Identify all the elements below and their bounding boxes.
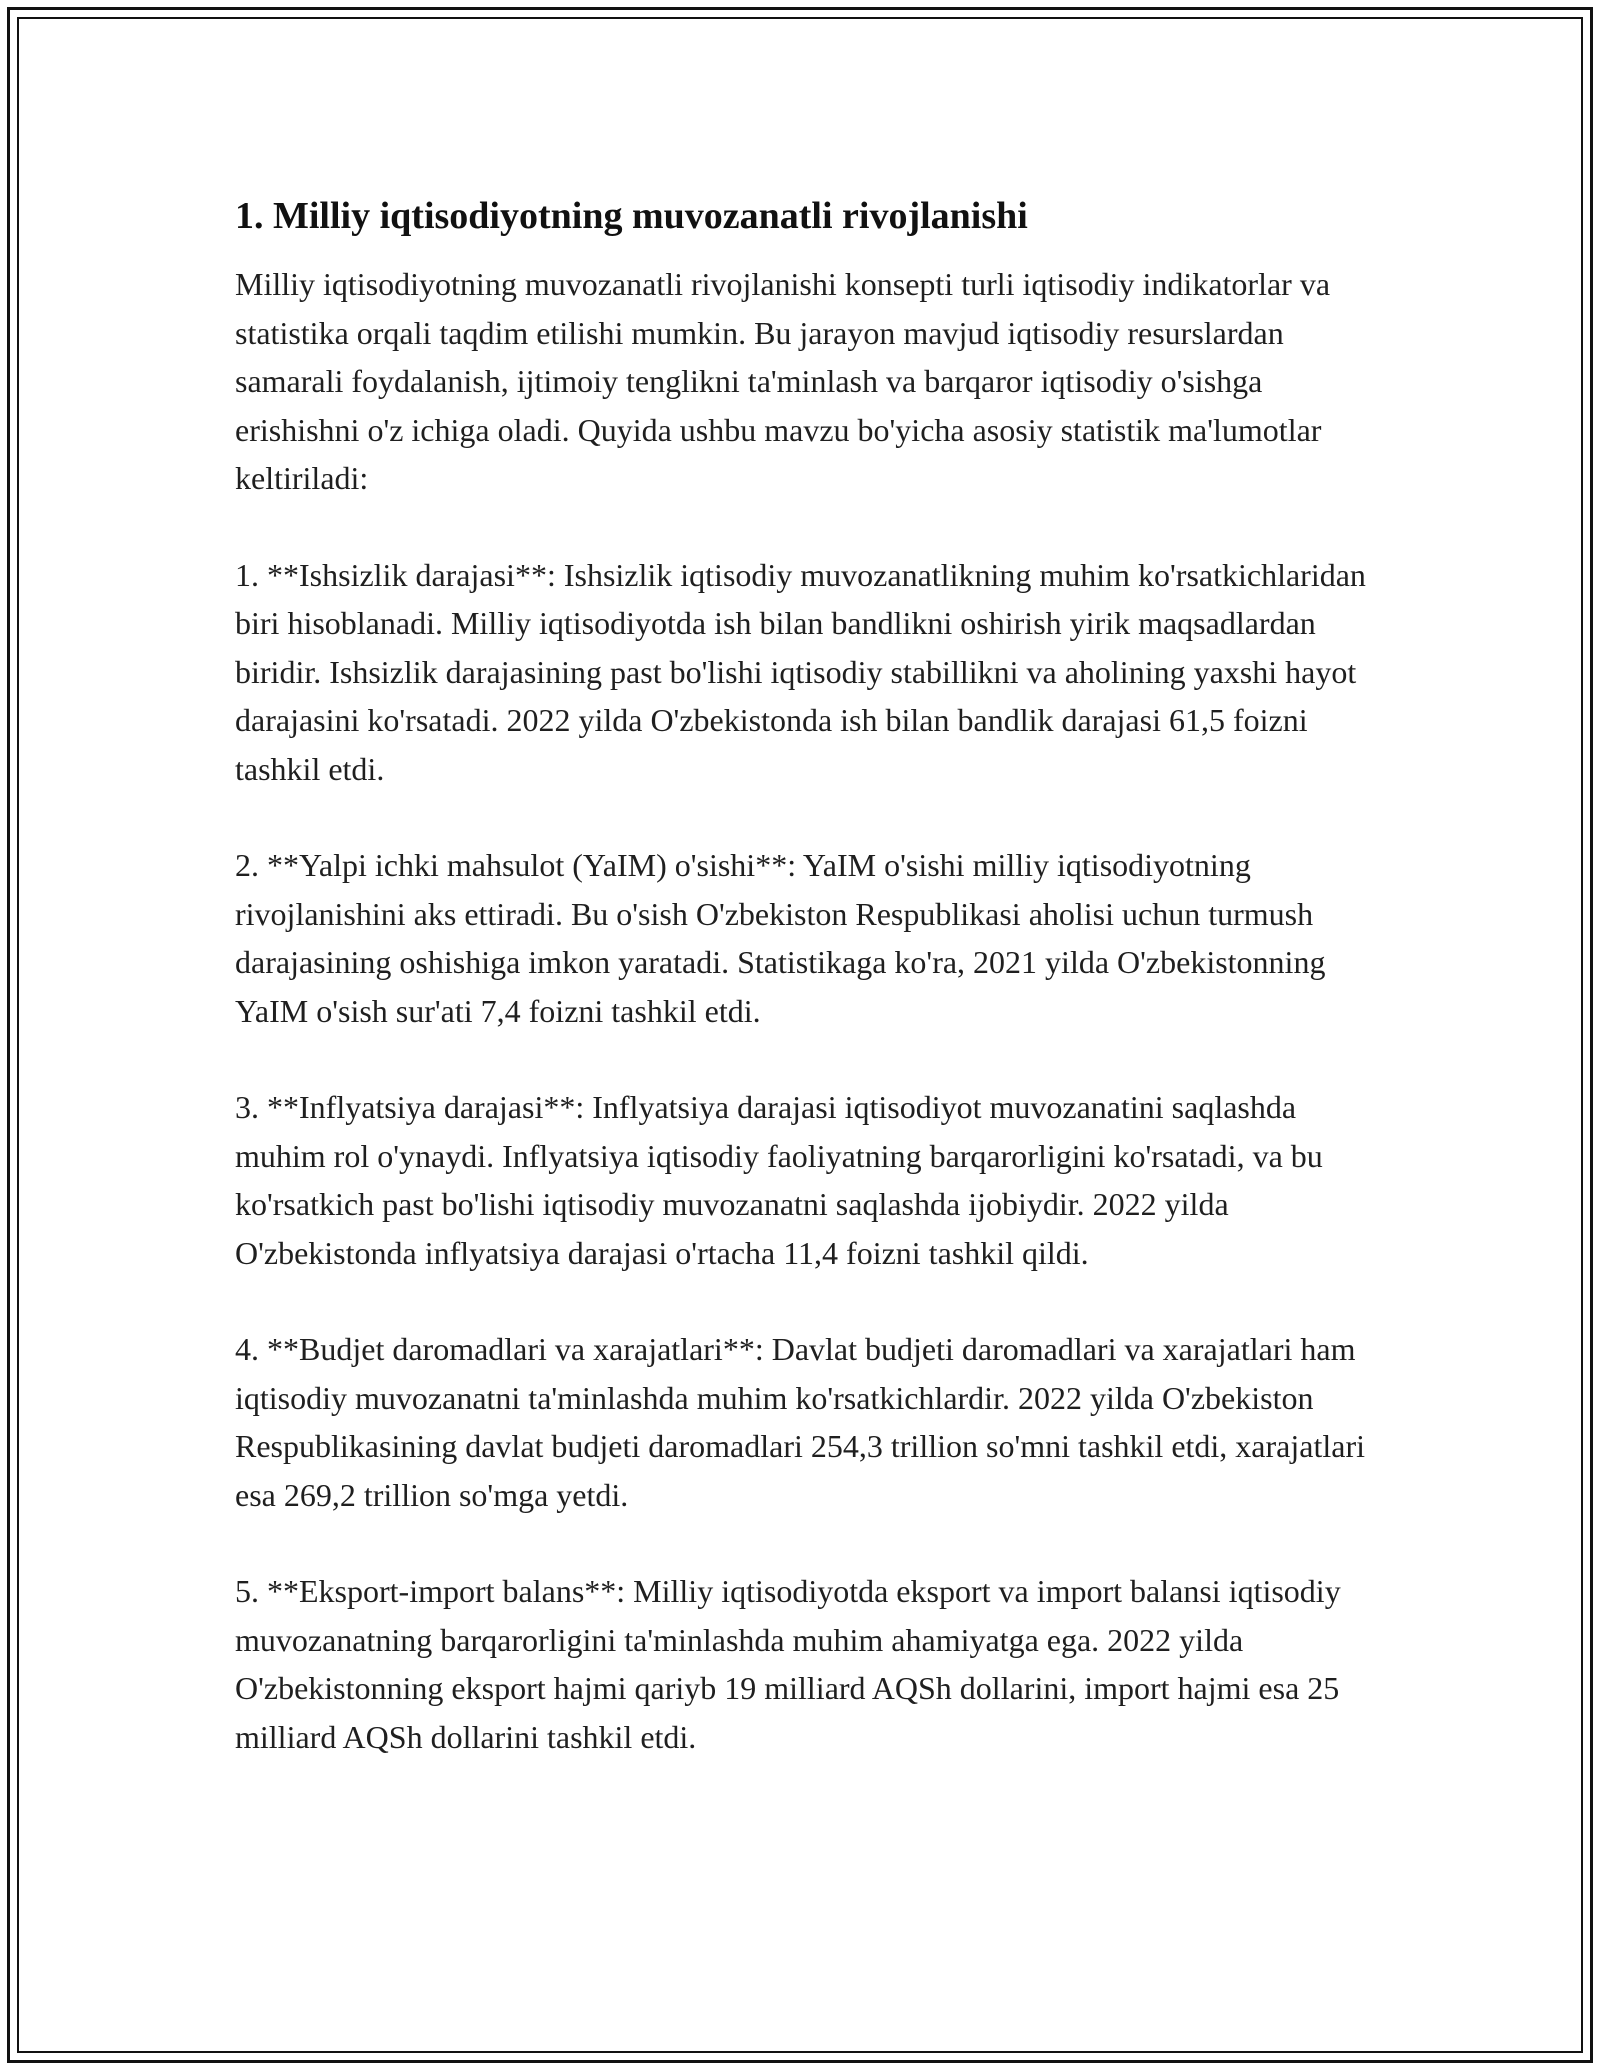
paragraph-gdp-growth: 2. **Yalpi ichki mahsulot (YaIM) o'sishi**: YaIM o'sishi milliy iqtisodiyotning rivojlanishini aks ettiradi. Bu o'sish O'zbekiston Respublikasi aholisi uchun turmush darajasining oshishiga imkon yaratadi. Statistikaga ko'ra, 2021 yilda O'zbekistonning YaIM o'sish sur'ati 7,4 foizni tashkil etdi. xyxy=(235,847,1326,1029)
paragraph-export-import: 5. **Eksport-import balans**: Milliy iqtisodiyotda eksport va import balansi iqtisodiy muvozanatning barqarorligini ta'minlashda muhim ahamiyatga ega. 2022 yilda O'zbekistonning eksport hajmi qariyb 19 milliard AQSh dollarini, import hajmi esa 25 milliard AQSh dollarini tashkil etdi. xyxy=(235,1573,1341,1755)
paragraph-budget: 4. **Budjet daromadlari va xarajatlari**: Davlat budjeti daromadlari va xarajatlari ham iqtisodiy muvozanatni ta'minlashda muhim ko'rsatkichlardir. 2022 yilda O'zbekiston Respublikasining davlat budjeti daromadlari 254,3 trillion so'mni tashkil etdi, xarajatlari esa 269,2 trillion so'mga yetdi. xyxy=(235,1331,1365,1513)
document-body xyxy=(235,190,1375,1809)
document-title: 1. Milliy iqtisodiyotning muvozanatli rivojlanishi xyxy=(235,195,1028,237)
paragraph-unemployment: 1. **Ishsizlik darajasi**: Ishsizlik iqtisodiy muvozanatlikning muhim ko'rsatkichlaridan biri hisoblanadi. Milliy iqtisodiyotda ish bilan bandlikni oshirish yirik maqsadlardan biridir. Ishsizlik darajasining past bo'lishi iqtisodiy stabillikni va aholining yaxshi hayot darajasini ko'rsatadi. 2022 yilda O'zbekistonda ish bilan bandlik darajasi 61,5 foizni tashkil etdi. xyxy=(235,556,1366,787)
paragraph-inflation: 3. **Inflyatsiya darajasi**: Inflyatsiya darajasi iqtisodiyot muvozanatini saqlashda muhim rol o'ynaydi. Inflyatsiya iqtisodiy faoliyatning barqarorligini ko'rsatadi, va bu ko'rsatkich past bo'lishi iqtisodiy muvozanatni saqlashda ijobiydir. 2022 yilda O'zbekistonda inflyatsiya darajasi o'rtacha 11,4 foizni tashkil qildi. xyxy=(235,1089,1323,1271)
intro-paragraph: Milliy iqtisodiyotning muvozanatli rivojlanishi konsepti turli iqtisodiy indikatorlar va statistika orqali taqdim etilishi mumkin. Bu jarayon mavjud iqtisodiy resurslardan samarali foydalanish, ijtimoiy tenglikni ta'minlash va barqaror iqtisodiy o'sishga erishishni o'z ichiga oladi. Quyida ushbu mavzu bo'yicha asosiy statistik ma'lumotlar keltiriladi: xyxy=(235,266,1331,496)
